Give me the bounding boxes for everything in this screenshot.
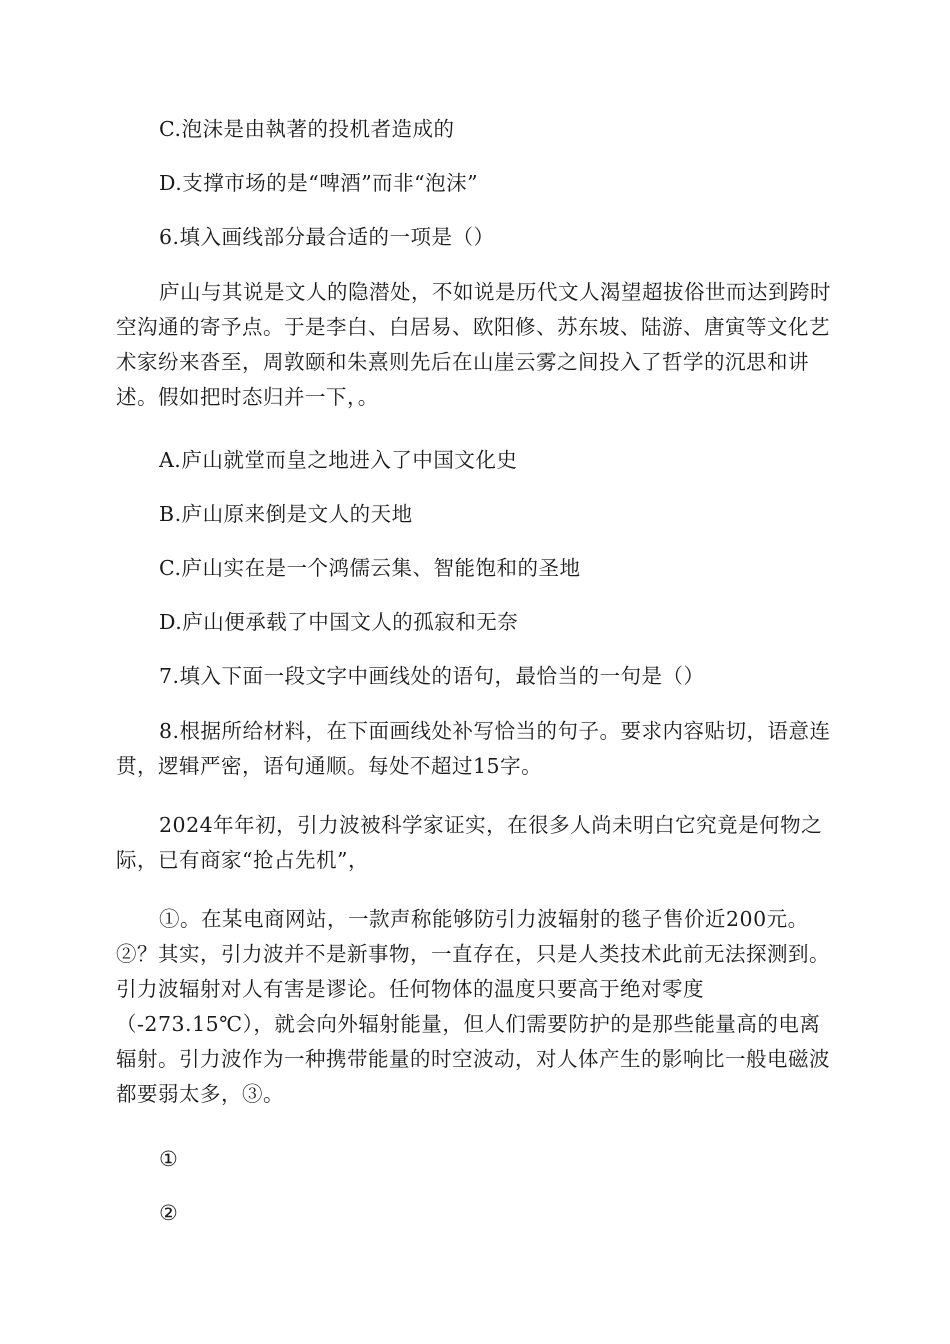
option-5d: D.支撑市场的是“啤酒”而非“泡沫”: [159, 171, 479, 195]
option-6d: D.庐山便承载了中国文人的孤寂和无奈: [159, 610, 519, 634]
answer-blank-2: ②: [159, 1201, 178, 1225]
question-6: 6.填入画线部分最合适的一项是（）: [159, 225, 495, 249]
option-6b: B.庐山原来倒是文人的天地: [159, 502, 413, 526]
option-6a: A.庐山就堂而皇之地进入了中国文化史: [159, 448, 518, 472]
option-6c: C.庐山实在是一个鸿儒云集、智能饱和的圣地: [159, 556, 581, 580]
question-8: 8.根据所给材料，在下面画线处补写恰当的句子。要求内容贴切，语意连贯，逻辑严密，语句通顺。每处不超过15字。: [116, 719, 831, 778]
question-7: 7.填入下面一段文字中画线处的语句，最恰当的一句是（）: [159, 664, 705, 688]
question-8-passage-intro: 2024年年初，引力波被科学家证实，在很多人尚未明白它究竟是何物之际，已有商家“抢占先机”，: [116, 813, 823, 872]
answer-blank-1: ①: [159, 1147, 178, 1171]
option-5c: C.泡沫是由執著的投机者造成的: [159, 117, 455, 141]
question-6-passage: 庐山与其说是文人的隐潜处，不如说是历代文人渴望超拔俗世而达到跨时空沟通的寄予点。于是李白、白居易、欧阳修、苏东坡、陆游、唐寅等文化艺术家纷来沓至，周敦颐和朱熹则先后在山崖云雾之间投入了哲学的沉思和讲述。假如把时态归并一下，。: [116, 280, 831, 409]
question-8-passage-body: ①。在某电商网站，一款声称能够防引力波辐射的毯子售价近200元。②？其实，引力波并不是新事物，一直存在，只是人类技术此前无法探测到。引力波辐射对人有害是谬论。任何物体的温度只要高于绝对零度（-273.15℃），就会向外辐射能量，但人们需要防护的是那些能量高的电离辐射。引力波作为一种携带能量的时空波动，对人体产生的影响比一般电磁波都要弱太多，③。: [116, 907, 830, 1106]
